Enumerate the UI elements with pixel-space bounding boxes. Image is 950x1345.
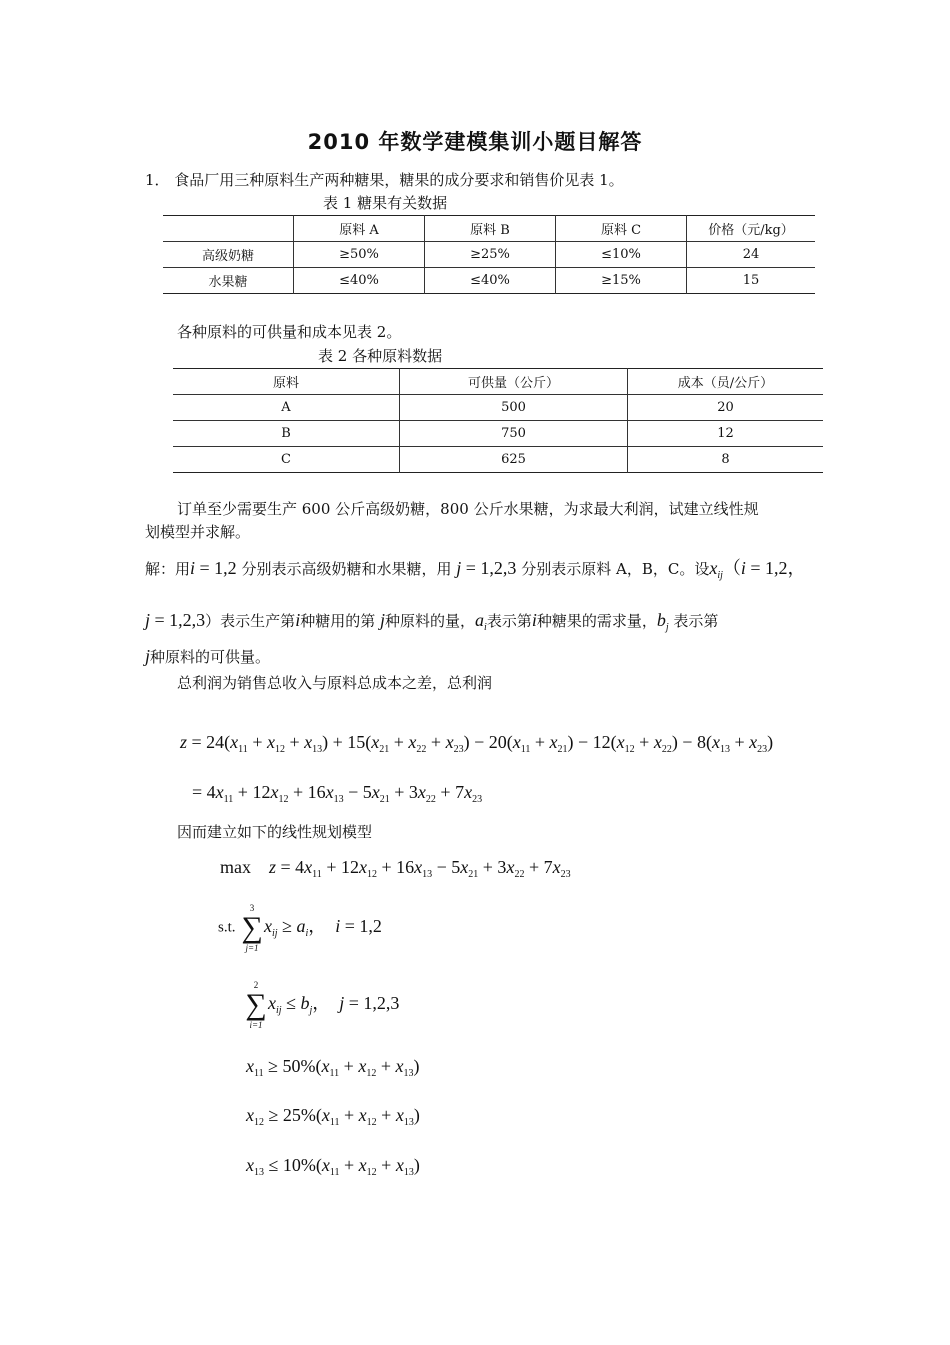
solution-text: 种糖用的第	[300, 612, 376, 630]
solution-text: 分别表示原料 A，B，C。设	[521, 560, 710, 578]
math-expr: i	[531, 610, 537, 630]
material-table	[173, 368, 823, 473]
table-row	[173, 421, 823, 447]
candy-table	[163, 215, 815, 294]
table-header-row	[173, 369, 823, 395]
table-cell: ≥15%	[556, 268, 687, 294]
table-cell: 750	[400, 421, 628, 447]
table1-caption: 表 1 糖果有关数据	[323, 194, 448, 212]
sum-symbol: 3 ∑ j=1	[241, 903, 263, 953]
table-row	[163, 268, 815, 294]
table-cell: 500	[400, 395, 628, 421]
page-title: 2010 年数学建模集训小题目解答	[307, 130, 643, 154]
solution-text: 表示第	[673, 612, 719, 630]
constraint-supply: 2 ∑ i=1 $x_{ij} \le b_j$， j = 1,2,3	[245, 980, 400, 1030]
profit-equation: $z = 24(x_{11} + x_{12} + x_{13}) + 15(x_{21} + x_{22} + x_{23}) - 20(x_{11} + x_{21}) - 12(x_{12} + x_{22}) - 8(x_{13} + x_{23})$	[180, 732, 774, 755]
profit-simplified: = $4x_{11} + 12x_{12} + 16x_{13} - 5x_{21} + 3x_{22} + 7x_{23}$	[192, 782, 483, 805]
math-expr: j	[145, 646, 151, 666]
math-expr: i = 1,2	[190, 558, 237, 578]
table-header-cell: 原料 C	[556, 216, 687, 242]
table-cell: ≥50%	[294, 242, 425, 268]
table-cell: C	[173, 447, 400, 473]
table-header-row	[163, 216, 815, 242]
constraint-x12: $x_{12} \ge 25\%(x_{11} + x_{12} + x_{13})$	[246, 1105, 420, 1128]
table-header-cell	[163, 216, 294, 242]
solution-text: 种原料的量，	[385, 612, 476, 630]
table-header-cell: 原料	[173, 369, 400, 395]
solution-line-3	[145, 644, 270, 669]
table-row	[163, 242, 815, 268]
solution-line-1	[145, 556, 806, 588]
math-expr: $a_i$	[475, 610, 487, 633]
constraint-x11: $x_{11} \ge 50\%(x_{11} + x_{12} + x_{13})$	[246, 1056, 420, 1079]
table-header-cell: 成本（员/公斤）	[628, 369, 824, 395]
solution-text: 种原料的可供量。	[150, 648, 271, 666]
solution-text: 种糖果的需求量，	[536, 612, 657, 630]
table-cell: A	[173, 395, 400, 421]
table-row	[173, 395, 823, 421]
table-cell: ≥25%	[425, 242, 556, 268]
supply-intro: 各种原料的可供量和成本见表 2。	[177, 323, 402, 341]
table-header-cell: 原料 B	[425, 216, 556, 242]
math-expr: $b_j$	[656, 610, 669, 633]
order-text-2: 划模型并求解。	[145, 523, 251, 541]
table-cell: 15	[687, 268, 816, 294]
math-expr: j = 1,2,3	[456, 558, 517, 578]
math-expr: i	[295, 610, 301, 630]
table-cell: 8	[628, 447, 824, 473]
solution-text: 表示第	[486, 612, 532, 630]
table-header-cell: 原料 A	[294, 216, 425, 242]
table-header-cell: 可供量（公斤）	[400, 369, 628, 395]
table-cell: 20	[628, 395, 824, 421]
math-expr: j = 1,2,3	[145, 610, 206, 630]
table-cell: 12	[628, 421, 824, 447]
table-cell: 水果糖	[163, 268, 294, 294]
table-cell: B	[173, 421, 400, 447]
table-cell: 625	[400, 447, 628, 473]
model-text: 因而建立如下的线性规划模型	[177, 823, 373, 841]
solution-line-2	[145, 608, 718, 640]
table-cell: 高级奶糖	[163, 242, 294, 268]
problem-intro: 1． 食品厂用三种原料生产两种糖果，糖果的成分要求和销售价见表 1。	[145, 171, 624, 189]
order-text-1: 订单至少需要生产 600 公斤高级奶糖，800 公斤水果糖，为求最大利润，试建立线性规	[177, 500, 759, 518]
math-expr: $x_{ij}(i = 1,2$，	[709, 558, 806, 581]
math-expr: j	[380, 610, 386, 630]
solution-text: ）表示生产第	[205, 612, 296, 630]
profit-text: 总利润为销售总收入与原料总成本之差，总利润	[177, 674, 493, 692]
table-header-cell: 价格（元/kg）	[687, 216, 816, 242]
max-label: max	[220, 857, 251, 877]
table2-caption: 表 2 各种原料数据	[318, 347, 443, 365]
table-cell: ≤40%	[425, 268, 556, 294]
table-cell: ≤10%	[556, 242, 687, 268]
constraint-x13: $x_{13} \le 10\%(x_{11} + x_{12} + x_{13})$	[246, 1155, 420, 1178]
table-row	[173, 447, 823, 473]
sum-symbol: 2 ∑ i=1	[245, 980, 267, 1030]
constraint-demand: s.t. 3 ∑ j=1 $x_{ij} \ge a_i$， i = 1,2	[218, 903, 382, 953]
st-label: s.t.	[218, 919, 236, 936]
table-cell: 24	[687, 242, 816, 268]
table-cell: ≤40%	[294, 268, 425, 294]
objective: max $z = 4x_{11} + 12x_{12} + 16x_{13} - 5x_{21} + 3x_{22} + 7x_{23}$	[220, 857, 571, 880]
solution-text: 分别表示高级奶糖和水果糖，用	[241, 560, 452, 578]
solution-text: 解：用	[145, 560, 191, 578]
